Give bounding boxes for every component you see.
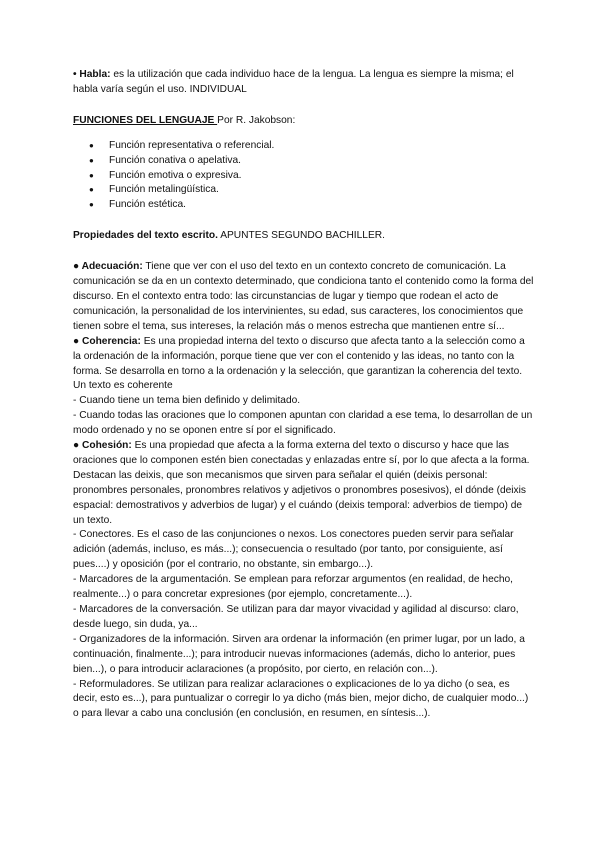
document-page — [73, 68, 535, 722]
adecuacion-term: ● Adecuación: — [73, 261, 143, 273]
habla-text: es la utilización que cada individuo hace de la lengua. La lengua es siempre la misma; el habla varía según el uso. INDIVIDUAL — [73, 69, 514, 95]
coherencia-line: - Cuando todas las oraciones que lo componen apuntan con claridad a ese tema, lo desarrollan de un modo ordenado y no se oponen entre sí por el significado. — [73, 410, 533, 437]
cohesion-line: - Conectores. Es el caso de las conjunciones o nexos. Los conectores pueden servir para señalar adición (además, incluso, es más...); consecuencia o resultado (por tanto, por consiguiente, así pues....) y oposición (por el contrario, no obstante, sin embargo...). — [73, 529, 514, 571]
funcion-item: ● Función conativa o apelativa. — [73, 154, 535, 169]
coherencia-paragraph — [73, 335, 535, 395]
habla-term: • Habla: — [73, 69, 111, 80]
funciones-title: FUNCIONES DEL LENGUAJE — [73, 114, 218, 126]
adecuacion-text: Tiene que ver con el uso del texto en un contexto concreto de comunicación. La comunicación se da en un contexto determinado, que condiciona tanto el contenido como la forma del discurso. En el contexto entra todo: las circunstancias de lugar y tiempo que rodean el acto de comunicación, la personalidad de los intervinientes, su edad, sus caracteres, los conocimientos que tienen sobre el tema, sus intereses, la relación más o menos estrecha que mantienen entre sí... — [73, 261, 534, 332]
funciones-list — [73, 139, 535, 214]
funcion-item: ● Función emotiva o expresiva. — [73, 169, 535, 184]
coherencia-text: Es una propiedad interna del texto o discurso que afecta tanto a la selección como a la ordenación de la información, porque tiene que ver con el contenido y las ideas, no tanto con la forma. Se desarrolla en torno a la ordenación y la selección, que garantizan la coherencia del texto. Un texto es coherente — [73, 335, 525, 392]
propiedades-subtitle: APUNTES SEGUNDO BACHILLER. — [217, 230, 385, 242]
cohesion-line: - Organizadores de la información. Sirven ara ordenar la información (en primer lugar, por un lado, a continuación, finalmente...); para introducir nuevas informaciones (además, dicho lo anterior, pues bien...), o para introducir aclaraciones (a propósito, por cierto, en relación con...). — [73, 633, 525, 675]
propiedades-heading — [73, 229, 535, 244]
funcion-item: ● Función metalingüística. — [73, 183, 535, 198]
cohesion-text: Es una propiedad que afecta a la forma externa del texto o discurso y hace que las oraciones que lo componen estén bien conectadas y enlazadas entre sí, por lo que afecta a la forma. Destacan las deixis, que son mecanismos que sirven para señalar el quién (deixis personal: pronombres personales, pronombres relativos y adjetivos o pronombres posesivos), el dónde (deixis espacial: demostrativos y adverbios de lugar) y el cuándo (deixis temporal: adverbios de tiempo) de un texto. — [73, 440, 530, 526]
cohesion-line: - Reformuladores. Se utilizan para realizar aclaraciones o explicaciones de lo ya dicho (o sea, es decir, esto es...), para puntualizar o corregir lo ya dicho (más bien, mejor dicho, de cualquier modo...) o para llevar a cabo una conclusión (en conclusión, en resumen, en síntesis...). — [73, 678, 529, 720]
cohesion-term: ● Cohesión: — [73, 440, 132, 452]
coherencia-line: - Cuando tiene un tema bien definido y delimitado. — [73, 395, 301, 407]
cohesion-line: - Marcadores de la conversación. Se utilizan para dar mayor vivacidad y agilidad al discurso: claro, desde luego, sin duda, ya... — [73, 604, 519, 630]
propiedades-title: Propiedades del texto escrito. — [73, 230, 218, 242]
coherencia-term: ● Coherencia: — [73, 335, 141, 347]
habla-paragraph — [73, 68, 535, 98]
cohesion-line: - Marcadores de la argumentación. Se emplean para reforzar argumentos (en realidad, de hecho, realmente...) o para concretar expresiones (por ejemplo, concretamente...). — [73, 574, 514, 601]
funcion-item: ● Función estética. — [73, 198, 535, 213]
funciones-heading — [73, 114, 535, 129]
adecuacion-paragraph — [73, 260, 535, 335]
funciones-author: Por R. Jakobson: — [217, 114, 296, 126]
cohesion-paragraph — [73, 439, 535, 528]
funcion-item: ● Función representativa o referencial. — [73, 139, 535, 154]
